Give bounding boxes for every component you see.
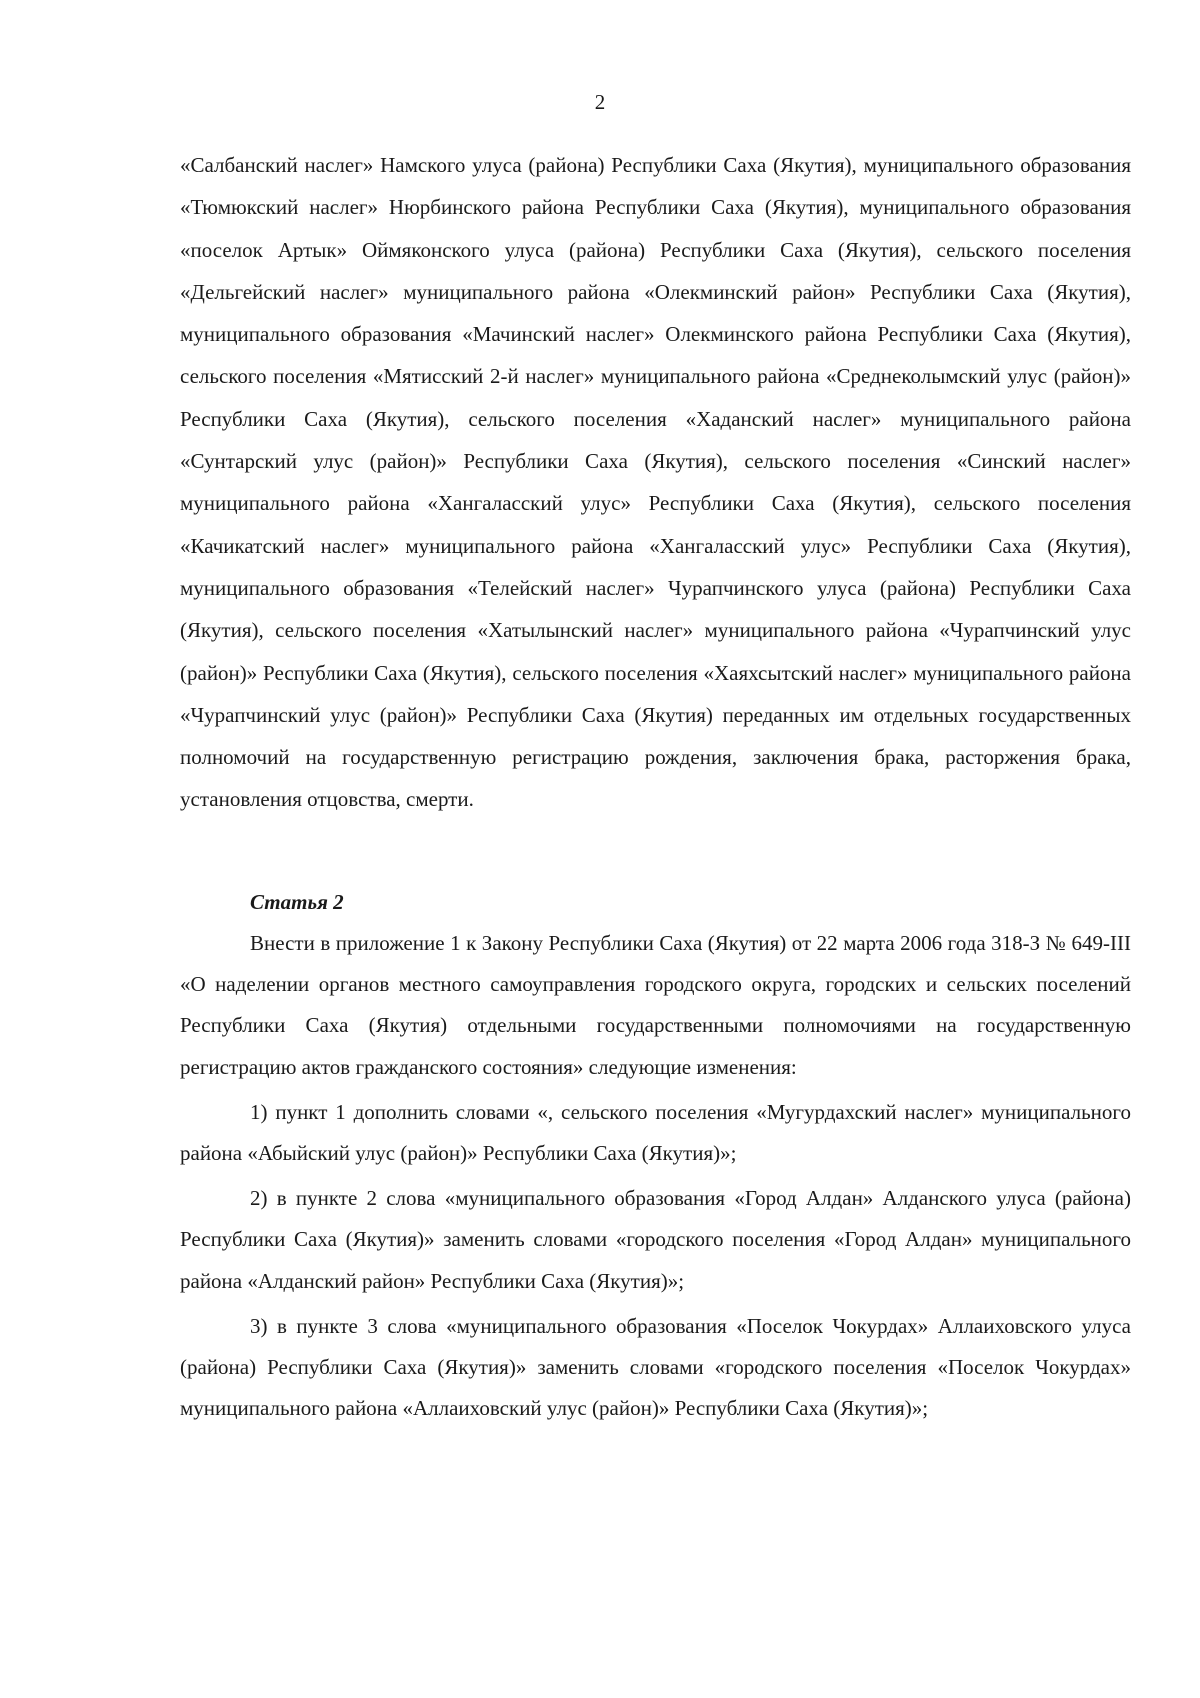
continuation-paragraph: «Салбанский наслег» Намского улуса (района) Республики Саха (Якутия), муниципального образования «Тюмюкский наслег» Нюрбинского района Республики Саха (Якутия), муниципального образования «поселок Артык» Оймяконского улуса (района) Республики Саха (Якутия), сельского поселения «Дельгейский наслег» муниципального района «Олекминский район» Республики Саха (Якутия), муниципального образования «Мачинский наслег» Олекминского района Республики Саха (Якутия), сельского поселения «Мятисский 2-й наслег» муниципального района «Среднеколымский улус (район)» Республики Саха (Якутия), сельского поселения «Хаданский наслег» муниципального района «Сунтарский улус (район)» Республики Саха (Якутия), сельского поселения «Синский наслег» муниципального района «Хангаласский улус» Республики Саха (Якутия), сельского поселения «Качикатский наслег» муниципального района «Хангаласский улус» Республики Саха (Якутия), муниципального образования «Телейский наслег» Чурапчинского улуса (района) Республики Саха (Якутия), сельского поселения «Хатылынский наслег» муниципального района «Чурапчинский улус (район)» Республики Саха (Якутия), сельского поселения «Хаяхсытский наслег» муниципального района «Чурапчинский улус (район)» Республики Саха (Якутия) переданных им отдельных государственных полномочий на государственную регистрацию рождения, заключения брака, расторжения брака, установления отцовства, смерти. bbox=[180, 153, 1131, 812]
section-gap bbox=[180, 821, 1131, 881]
document-body bbox=[180, 144, 1131, 1429]
article-2 bbox=[180, 881, 1131, 1430]
amendment-item-3: 3) в пункте 3 слова «муниципального образования «Поселок Чокурдах» Аллаиховского улуса (района) Республики Саха (Якутия)» заменить словами «городского поселения «Поселок Чокурдах» муниципального района «Аллаиховский улус (район)» Республики Саха (Якутия)»; bbox=[180, 1313, 1131, 1421]
amendment-item-2: 2) в пункте 2 слова «муниципального образования «Город Алдан» Алданского улуса (района) Республики Саха (Якутия)» заменить словами «городского поселения «Город Алдан» муниципального района «Алданский район» Республики Саха (Якутия)»; bbox=[180, 1186, 1131, 1293]
article-heading: Статья 2 bbox=[250, 889, 344, 914]
page-number: 2 bbox=[594, 90, 606, 114]
amendment-item-1: 1) пункт 1 дополнить словами «, сельского поселения «Мугурдахский наслег» муниципального района «Абыйский улус (район)» Республики Саха (Якутия)»; bbox=[180, 1099, 1131, 1166]
article-intro-paragraph: Внести в приложение 1 к Закону Республики Саха (Якутия) от 22 марта 2006 года 318-З № 649-III «О наделении органов местного самоуправления городского округа, городских и сельских поселений Республики Саха (Якутия) отдельными государственными полномочиями на государственную регистрацию актов гражданского состояния» следующие изменения: bbox=[180, 931, 1131, 1079]
